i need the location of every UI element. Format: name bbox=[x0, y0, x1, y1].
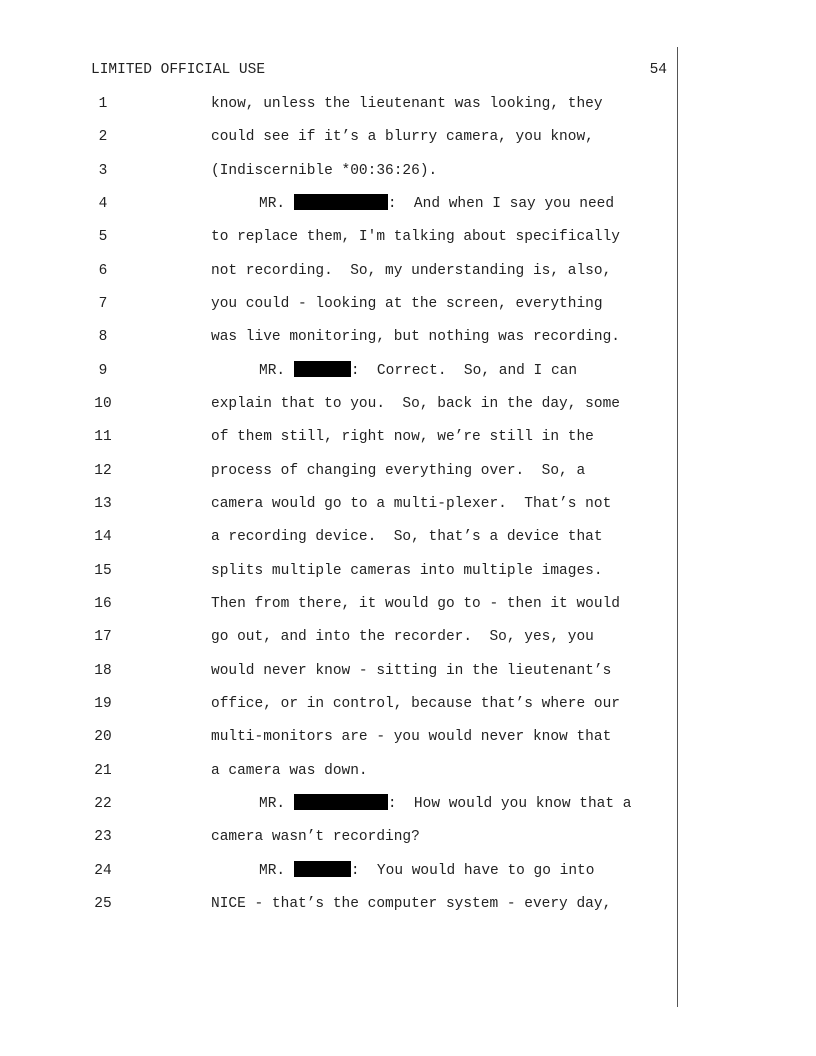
line-number: 4 bbox=[98, 196, 108, 212]
line-text: : How would you know that a bbox=[387, 796, 632, 812]
line-text: process of changing everything over. So, a bbox=[211, 463, 586, 479]
line-number: 25 bbox=[94, 896, 112, 912]
transcript-line bbox=[0, 161, 680, 181]
line-number: 9 bbox=[98, 363, 108, 379]
transcript-line bbox=[0, 594, 680, 614]
line-text: know, unless the lieutenant was looking, they bbox=[211, 96, 603, 112]
speaker-line bbox=[259, 861, 594, 881]
line-text: office, or in control, because that’s where our bbox=[211, 696, 620, 712]
line-text: Then from there, it would go to - then it would bbox=[211, 596, 620, 612]
page-number: 54 bbox=[649, 62, 667, 78]
line-text: a recording device. So, that’s a device that bbox=[211, 529, 603, 545]
line-number: 18 bbox=[94, 663, 112, 679]
classification-label: LIMITED OFFICIAL USE bbox=[91, 62, 266, 78]
transcript-line bbox=[0, 261, 680, 281]
speaker-prefix: MR. bbox=[259, 863, 286, 879]
line-number: 23 bbox=[94, 829, 112, 845]
transcript-line bbox=[0, 561, 680, 581]
line-number: 15 bbox=[94, 563, 112, 579]
line-number: 5 bbox=[98, 229, 108, 245]
transcript-line bbox=[0, 627, 680, 647]
line-number: 13 bbox=[94, 496, 112, 512]
line-number: 14 bbox=[94, 529, 112, 545]
page-header bbox=[91, 62, 667, 80]
line-number: 11 bbox=[94, 429, 112, 445]
speaker-line bbox=[259, 361, 577, 381]
line-number: 19 bbox=[94, 696, 112, 712]
transcript-line bbox=[0, 461, 680, 481]
line-text: : Correct. So, and I can bbox=[350, 363, 578, 379]
line-text: to replace them, I'm talking about specifically bbox=[211, 229, 620, 245]
speaker-line bbox=[259, 794, 631, 814]
transcript-line bbox=[0, 294, 680, 314]
transcript-line bbox=[0, 94, 680, 114]
line-text: would never know - sitting in the lieutenant’s bbox=[211, 663, 612, 679]
line-number: 21 bbox=[94, 763, 112, 779]
line-text: go out, and into the recorder. So, yes, you bbox=[211, 629, 594, 645]
transcript-line bbox=[0, 761, 680, 781]
line-number: 1 bbox=[98, 96, 108, 112]
line-text: camera wasn’t recording? bbox=[211, 829, 420, 845]
line-number: 12 bbox=[94, 463, 112, 479]
line-number: 6 bbox=[98, 263, 108, 279]
line-number: 3 bbox=[98, 163, 108, 179]
transcript-line bbox=[0, 894, 680, 914]
line-number: 8 bbox=[98, 329, 108, 345]
line-text: explain that to you. So, back in the day, some bbox=[211, 396, 620, 412]
line-number: 10 bbox=[94, 396, 112, 412]
transcript-line bbox=[0, 194, 680, 214]
line-text: splits multiple cameras into multiple images. bbox=[211, 563, 603, 579]
line-text: NICE - that’s the computer system - every day, bbox=[211, 896, 612, 912]
line-text: could see if it’s a blurry camera, you know, bbox=[211, 129, 594, 145]
speaker-prefix: MR. bbox=[259, 796, 286, 812]
redaction-box bbox=[294, 361, 351, 377]
line-text: you could - looking at the screen, everything bbox=[211, 296, 603, 312]
transcript-line bbox=[0, 361, 680, 381]
line-text: multi-monitors are - you would never know that bbox=[211, 729, 612, 745]
speaker-line bbox=[259, 194, 614, 214]
redaction-box bbox=[294, 794, 388, 810]
line-text: : You would have to go into bbox=[350, 863, 595, 879]
transcript-line bbox=[0, 727, 680, 747]
line-text: : And when I say you need bbox=[387, 196, 615, 212]
line-text: not recording. So, my understanding is, also, bbox=[211, 263, 612, 279]
transcript-line bbox=[0, 694, 680, 714]
transcript-line bbox=[0, 494, 680, 514]
transcript-line bbox=[0, 527, 680, 547]
speaker-prefix: MR. bbox=[259, 196, 286, 212]
line-text: was live monitoring, but nothing was recording. bbox=[211, 329, 620, 345]
transcript-line bbox=[0, 827, 680, 847]
redaction-box bbox=[294, 194, 388, 210]
line-text: (Indiscernible *00:36:26). bbox=[211, 163, 438, 179]
line-text: camera would go to a multi-plexer. That’s not bbox=[211, 496, 612, 512]
line-text: of them still, right now, we’re still in the bbox=[211, 429, 594, 445]
line-number: 7 bbox=[98, 296, 108, 312]
line-number: 17 bbox=[94, 629, 112, 645]
transcript-line bbox=[0, 661, 680, 681]
line-number: 22 bbox=[94, 796, 112, 812]
line-text: a camera was down. bbox=[211, 763, 368, 779]
transcript-line bbox=[0, 227, 680, 247]
transcript-line bbox=[0, 327, 680, 347]
transcript-line bbox=[0, 127, 680, 147]
transcript-line bbox=[0, 794, 680, 814]
transcript-line bbox=[0, 861, 680, 881]
line-number: 20 bbox=[94, 729, 112, 745]
line-number: 2 bbox=[98, 129, 108, 145]
transcript-line bbox=[0, 394, 680, 414]
speaker-prefix: MR. bbox=[259, 363, 286, 379]
line-number: 16 bbox=[94, 596, 112, 612]
redaction-box bbox=[294, 861, 351, 877]
transcript-line bbox=[0, 427, 680, 447]
line-number: 24 bbox=[94, 863, 112, 879]
